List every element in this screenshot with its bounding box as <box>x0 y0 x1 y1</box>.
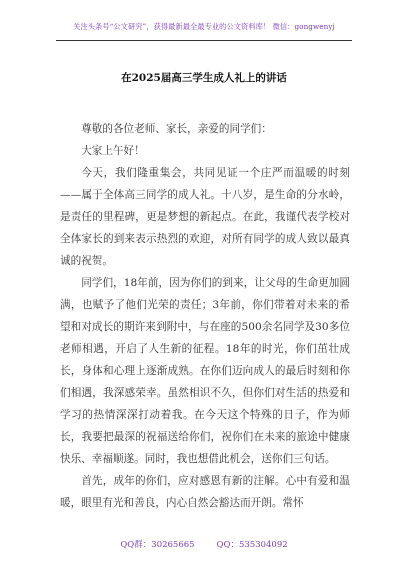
header-divider <box>56 40 352 41</box>
salutation-paragraph: 尊敬的各位老师、家长，亲爱的同学们： <box>81 123 272 135</box>
footer-qq-group: QQ群：30265665 <box>120 540 195 550</box>
greeting-paragraph: 大家上午好！ <box>81 145 145 157</box>
body-paragraph: 今天，我们隆重集会，共同见证一个庄严而温暖的时刻——属于全体高三同学的成人礼。十八岁，是生命的分水岭，是责任的里程碑，更是梦想的新起点。在此，我谨代表学校对全体家长的到来表示热烈的欢迎，对所有同学的成人致以最真诚的祝贺。 <box>60 167 350 267</box>
body-paragraph: 同学们，18年前，因为你们的到来，让父母的生命更加圆满，也赋予了他们光荣的责任；3年前，你们带着对未来的希望和对成长的期许来到附中，与在座的500余名同学及30多位老师相遇，开启了人生新的征程。18年的时光，你们茁壮成长，身体和心理上逐渐成熟。在你们迈向成人的最后时刻和你们相遇，我深感荣幸。虽然相识不久，但你们对生活的热爱和学习的热情深深打动着我。在今天这个特殊的日子，作为师长，我要把最深的祝福送给你们，祝你们在未来的旅途中健康快乐、幸福顺遂。同时，我也想借此机会，送你们三句话。 <box>60 277 350 465</box>
document-title: 在2025届高三学生成人礼上的讲话 <box>121 72 287 84</box>
document-body <box>60 118 350 514</box>
footer-qq-number: QQ：535304092 <box>216 540 288 550</box>
body-paragraph: 首先，成年的你们，应对感恩有新的注解。心中有爱和温暖，眼里有光和善良，内心自然会豁达而开朗。常怀 <box>60 475 350 509</box>
footer-contact <box>0 538 408 550</box>
header-banner: 关注头条号“公文研究”，获得最新最全最专业的公文资料库！ 微信：gongwenyj <box>73 22 335 31</box>
